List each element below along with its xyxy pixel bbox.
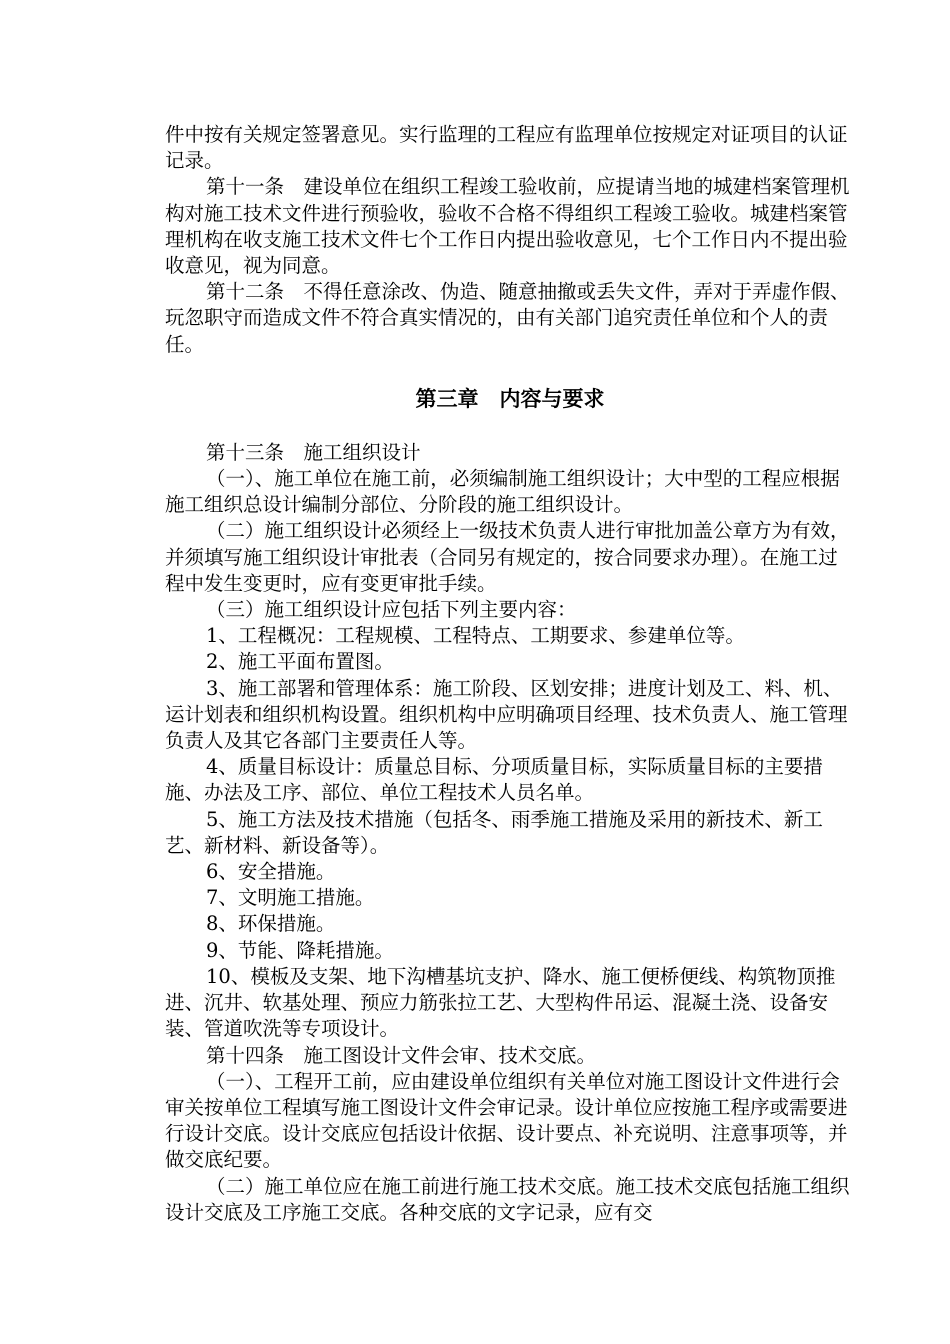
list-item: 5、施工方法及技术措施（包括冬、雨季施工措施及采用的新技术、新工艺、新材料、新设备等）。: [165, 807, 823, 857]
paragraph: （一）、工程开工前，应由建设单位组织有关单位对施工图设计文件进行会审关按单位工程填写施工图设计文件会审记录。设计单位应按施工程序或需要进行设计交底。设计交底应包括设计依据、设计要点、补充说明、注意事项等，并做交底纪要。: [165, 1069, 848, 1172]
paragraph: （一）、施工单位在施工前，必须编制施工组织设计；大中型的工程应根据施工组织总设计编制分部位、分阶段的施工组织设计。: [165, 467, 840, 517]
article-12-paragraph: 第十二条 不得任意涂改、伪造、随意抽撤或丢失文件，弄对于弄虚作假、玩忽职守而造成文件不符合真实情况的，由有关部门追究责任单位和个人的责任。: [165, 280, 850, 356]
document-body: [165, 122, 855, 1226]
paragraph: （二）施工单位应在施工前进行施工技术交底。施工技术交底包括施工组织设计交底及工序施工交底。各种交底的文字记录，应有交: [165, 1174, 850, 1224]
article-13-heading: 第十三条 施工组织设计: [206, 440, 421, 464]
list-item: 7、文明施工措施。: [206, 886, 375, 910]
list-item: 9、节能、降耗措施。: [206, 938, 394, 962]
list-item: 2、施工平面布置图。: [206, 650, 394, 674]
article-11-paragraph: 第十一条 建设单位在组织工程竣工验收前，应提请当地的城建档案管理机构对施工技术文件进行预验收，验收不合格不得组织工程竣工验收。城建档案管理机构在收支施工技术文件七个工作日内提出验收意见，七个工作日内不提出验收意见，视为同意。: [165, 175, 850, 278]
chapter-title: 第三章 内容与要求: [415, 385, 605, 411]
list-item: 6、安全措施。: [206, 860, 336, 884]
article-14-heading: 第十四条 施工图设计文件会审、技术交底。: [206, 1043, 597, 1067]
list-item: 3、施工部署和管理体系：施工阶段、区划安排；进度计划及工、料、机、运计划表和组织机构设置。组织机构中应明确项目经理、技术负责人、施工管理负责人及其它各部门主要责任人等。: [165, 676, 848, 753]
paragraph: （三）施工组织设计应包括下列主要内容：: [206, 598, 577, 622]
list-item: 8、环保措施。: [206, 912, 336, 936]
list-item: 10、模板及支架、地下沟槽基坑支护、降水、施工便桥便线、构筑物顶推进、沉井、软基处理、预应力筋张拉工艺、大型构件吊运、混凝土浇、设备安装、管道吹洗等专项设计。: [165, 964, 836, 1041]
paragraph: 件中按有关规定签署意见。实行监理的工程应有监理单位按规定对证项目的认证记录。: [165, 123, 848, 173]
list-item: 4、质量目标设计：质量总目标、分项质量目标，实际质量目标的主要措施、办法及工序、部位、单位工程技术人员名单。: [165, 755, 823, 805]
paragraph: （二）施工组织设计必须经上一级技术负责人进行审批加盖公章方为有效，并须填写施工组织设计审批表（合同另有规定的，按合同要求办理）。在施工过程中发生变更时，应有变更审批手续。: [165, 519, 850, 595]
list-item: 1、工程概况：工程规模、工程特点、工期要求、参建单位等。: [206, 624, 745, 648]
